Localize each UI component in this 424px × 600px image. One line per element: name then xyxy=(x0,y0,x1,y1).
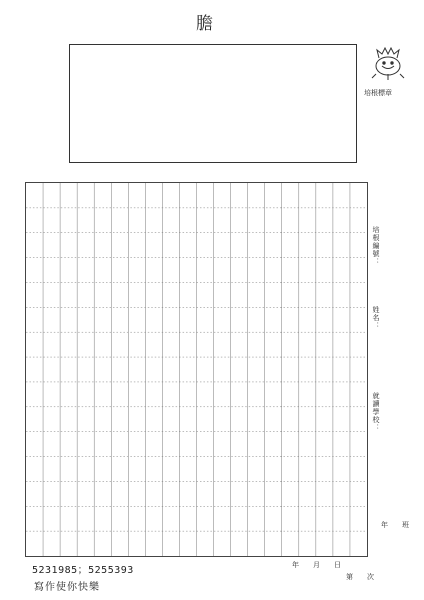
name-label: 姓名： xyxy=(372,306,380,330)
teacher-comment-box xyxy=(69,44,357,163)
page-title: 膽 xyxy=(196,14,214,34)
bacon-seal-icon xyxy=(368,44,408,84)
slogan: 寫作使你快樂 xyxy=(34,582,100,593)
stamp-label: 培根標章 xyxy=(364,89,392,97)
phone-numbers: 5231985；5255393 xyxy=(32,565,134,576)
school-label: 就讀學校： xyxy=(372,392,380,432)
count-label: 第 次 xyxy=(346,573,374,581)
bacon-number-label: 培根編號： xyxy=(372,226,380,266)
date-label: 年 月 日 xyxy=(292,561,341,569)
class-label: 年 班 xyxy=(381,521,409,529)
essay-grid xyxy=(25,182,368,557)
